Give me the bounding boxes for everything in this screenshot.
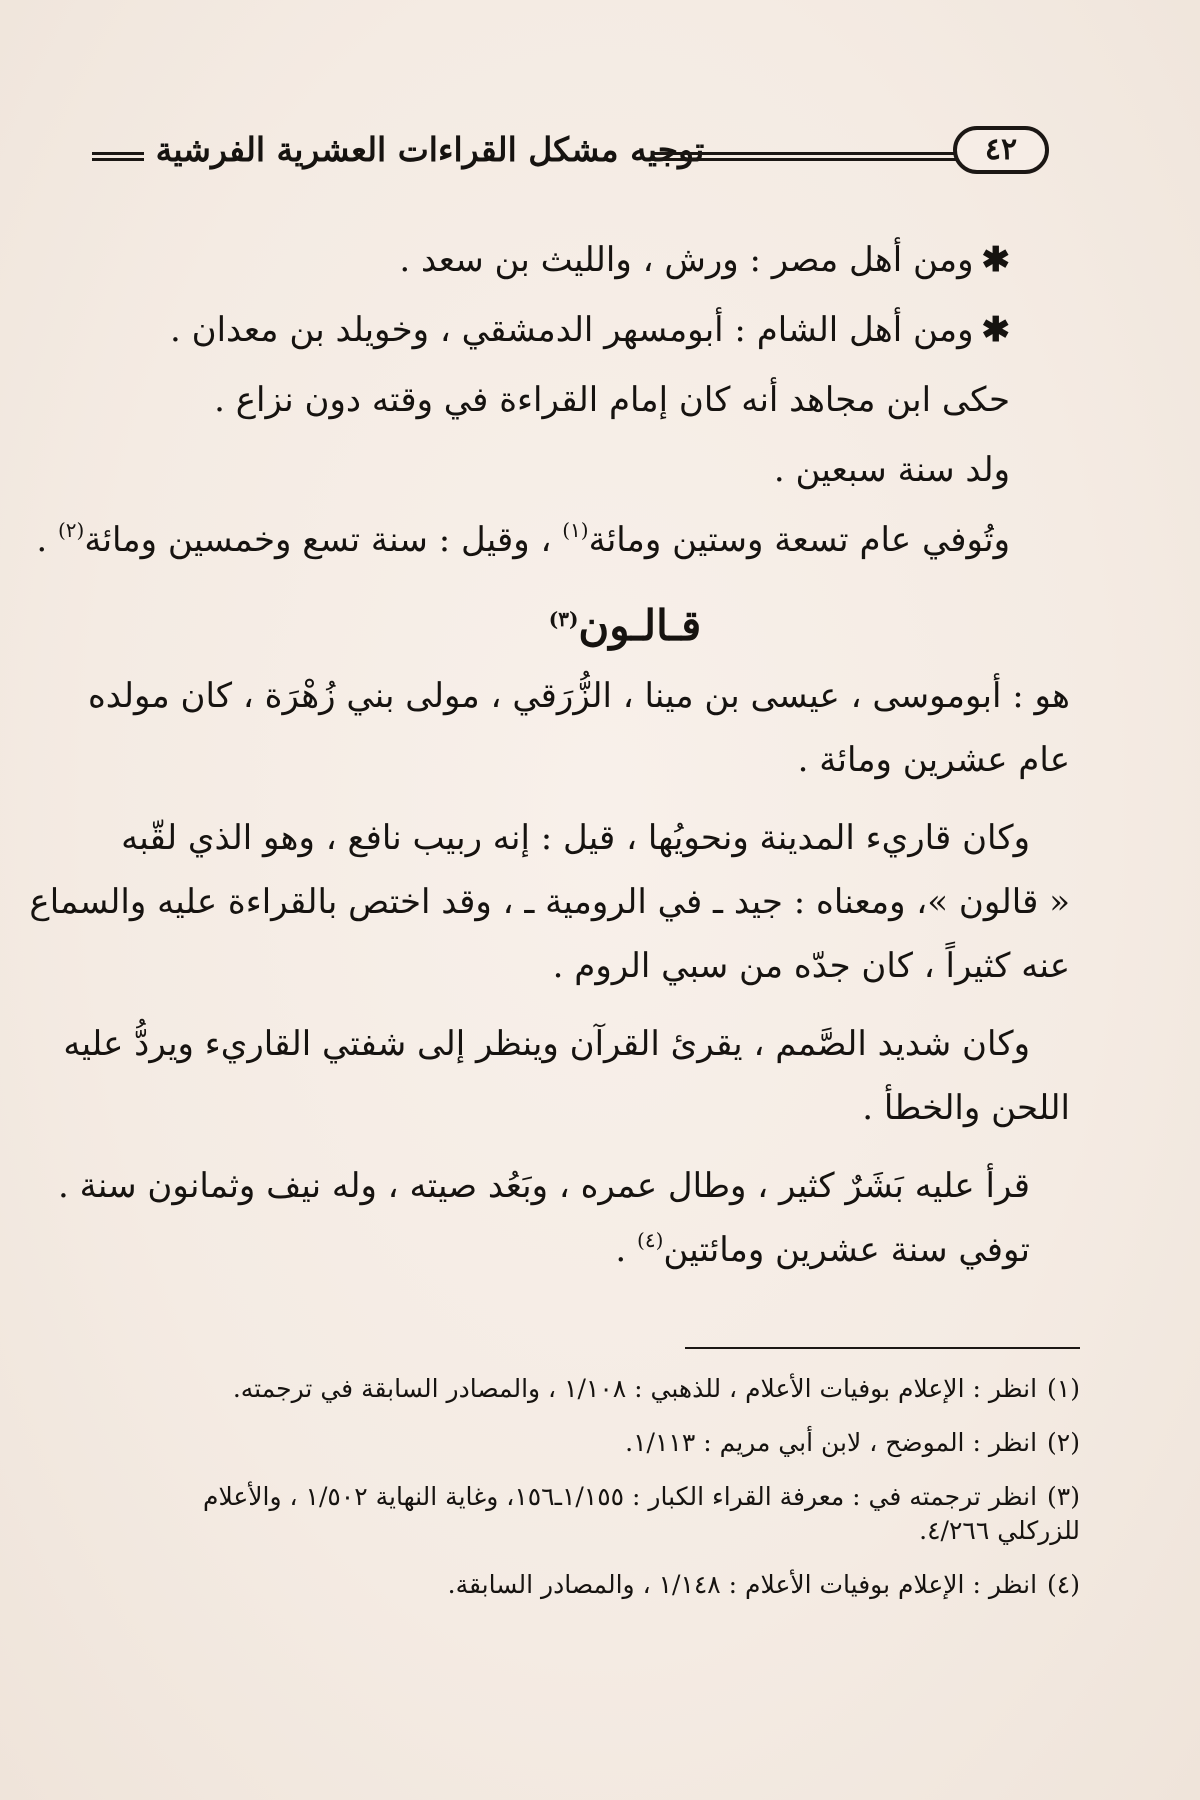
section-heading (100, 602, 1070, 650)
text-line: عام عشرين ومائة . (797, 740, 1070, 780)
header-rule-right (652, 152, 957, 161)
line-sham: ومن أهل الشام : أبومسهر الدمشقي ، وخويلد بن معدان . (170, 310, 974, 350)
text-line: حكى ابن مجاهد أنه كان إمام القراءة في وقته دون نزاع . (214, 380, 1010, 420)
page-header (80, 120, 1060, 190)
header-rule-left (92, 152, 144, 161)
footnote-text: انظر ترجمته في : معرفة القراء الكبار : ١/١٥٥ـ١٥٦، وغاية النهاية ١/٥٠٢ ، والأعلام (202, 1482, 1038, 1511)
footnote-3 (110, 1480, 1080, 1548)
line-death-b: ، وقيل : سنة تسع وخمسين ومائة (84, 520, 552, 560)
footnote-ref[interactable]: (٣) (548, 607, 579, 631)
running-title: توجيه مشكل القراءات العشرية الفرشية (155, 130, 705, 169)
text-line (100, 1230, 1070, 1270)
text-line (36, 518, 1070, 560)
text-line: هو : أبوموسى ، عيسى بن مينا ، الزُّرَقي ، مولى بني زُهْرَة ، كان مولده (87, 676, 1070, 716)
line-qalun-death-end: . (615, 1230, 627, 1270)
footnote-ref[interactable]: (١) (562, 518, 589, 542)
text-line: وكان قاريء المدينة ونحويُها ، قيل : إنه ربيب نافع ، وهو الذي لقّبه (121, 818, 1030, 858)
footnote-number: (٣) (1047, 1482, 1080, 1511)
text-line: ولد سنة سبعين . (773, 450, 1010, 490)
footnote-separator (685, 1347, 1080, 1349)
text-line: « قالون »، ومعناه : جيد ـ في الرومية ـ ، وقد اختص بالقراءة عليه والسماع (29, 882, 1070, 922)
footnote-ref[interactable]: (٤) (637, 1228, 664, 1252)
main-text (29, 240, 1070, 1270)
text-line: عنه كثيراً ، كان جدّه من سبي الروم . (552, 946, 1070, 986)
text-line: قرأ عليه بَشَرٌ كثير ، وطال عمره ، وبَعُد صيته ، وله نيف وثمانون سنة . (58, 1166, 1030, 1206)
footnote-text-continued: للزركلي ٤/٢٦٦. (919, 1516, 1080, 1545)
line-qalun-death: توفي سنة عشرين ومائتين (663, 1230, 1030, 1270)
line-death-c: . (36, 520, 48, 560)
line-death-a: وتُوفي عام تسعة وستين ومائة (588, 520, 1010, 560)
text-line: اللحن والخطأ . (862, 1088, 1070, 1128)
footnote-number: (٢) (1047, 1428, 1080, 1457)
asterisk-bullet: ✱ (981, 310, 1010, 350)
heading-qalun: قـالـون (578, 601, 702, 650)
footnote-number: (٤) (1047, 1570, 1080, 1599)
text-line (100, 240, 1070, 280)
footnote-text: انظر : الإعلام بوفيات الأعلام ، للذهبي : ١/١٠٨ ، والمصادر السابقة في ترجمته. (232, 1374, 1038, 1403)
footnote-text: انظر : الموضح ، لابن أبي مريم : ١/١١٣. (625, 1428, 1038, 1457)
line-egypt: ومن أهل مصر : ورش ، والليث بن سعد . (399, 240, 974, 280)
page-number: ٤٢ (953, 126, 1049, 174)
asterisk-bullet: ✱ (981, 240, 1010, 280)
footnotes (110, 1372, 1080, 1622)
footnote-number: (١) (1047, 1374, 1080, 1403)
footnote-ref[interactable]: (٢) (57, 518, 85, 542)
footnote-4 (110, 1568, 1080, 1602)
text-line (100, 310, 1070, 350)
text-line: وكان شديد الصَّمم ، يقرئ القرآن وينظر إلى شفتي القاريء ويردُّ عليه (63, 1024, 1030, 1064)
footnote-text: انظر : الإعلام بوفيات الأعلام : ١/١٤٨ ، والمصادر السابقة. (447, 1570, 1038, 1599)
footnote-2 (110, 1426, 1080, 1460)
footnote-1 (110, 1372, 1080, 1406)
